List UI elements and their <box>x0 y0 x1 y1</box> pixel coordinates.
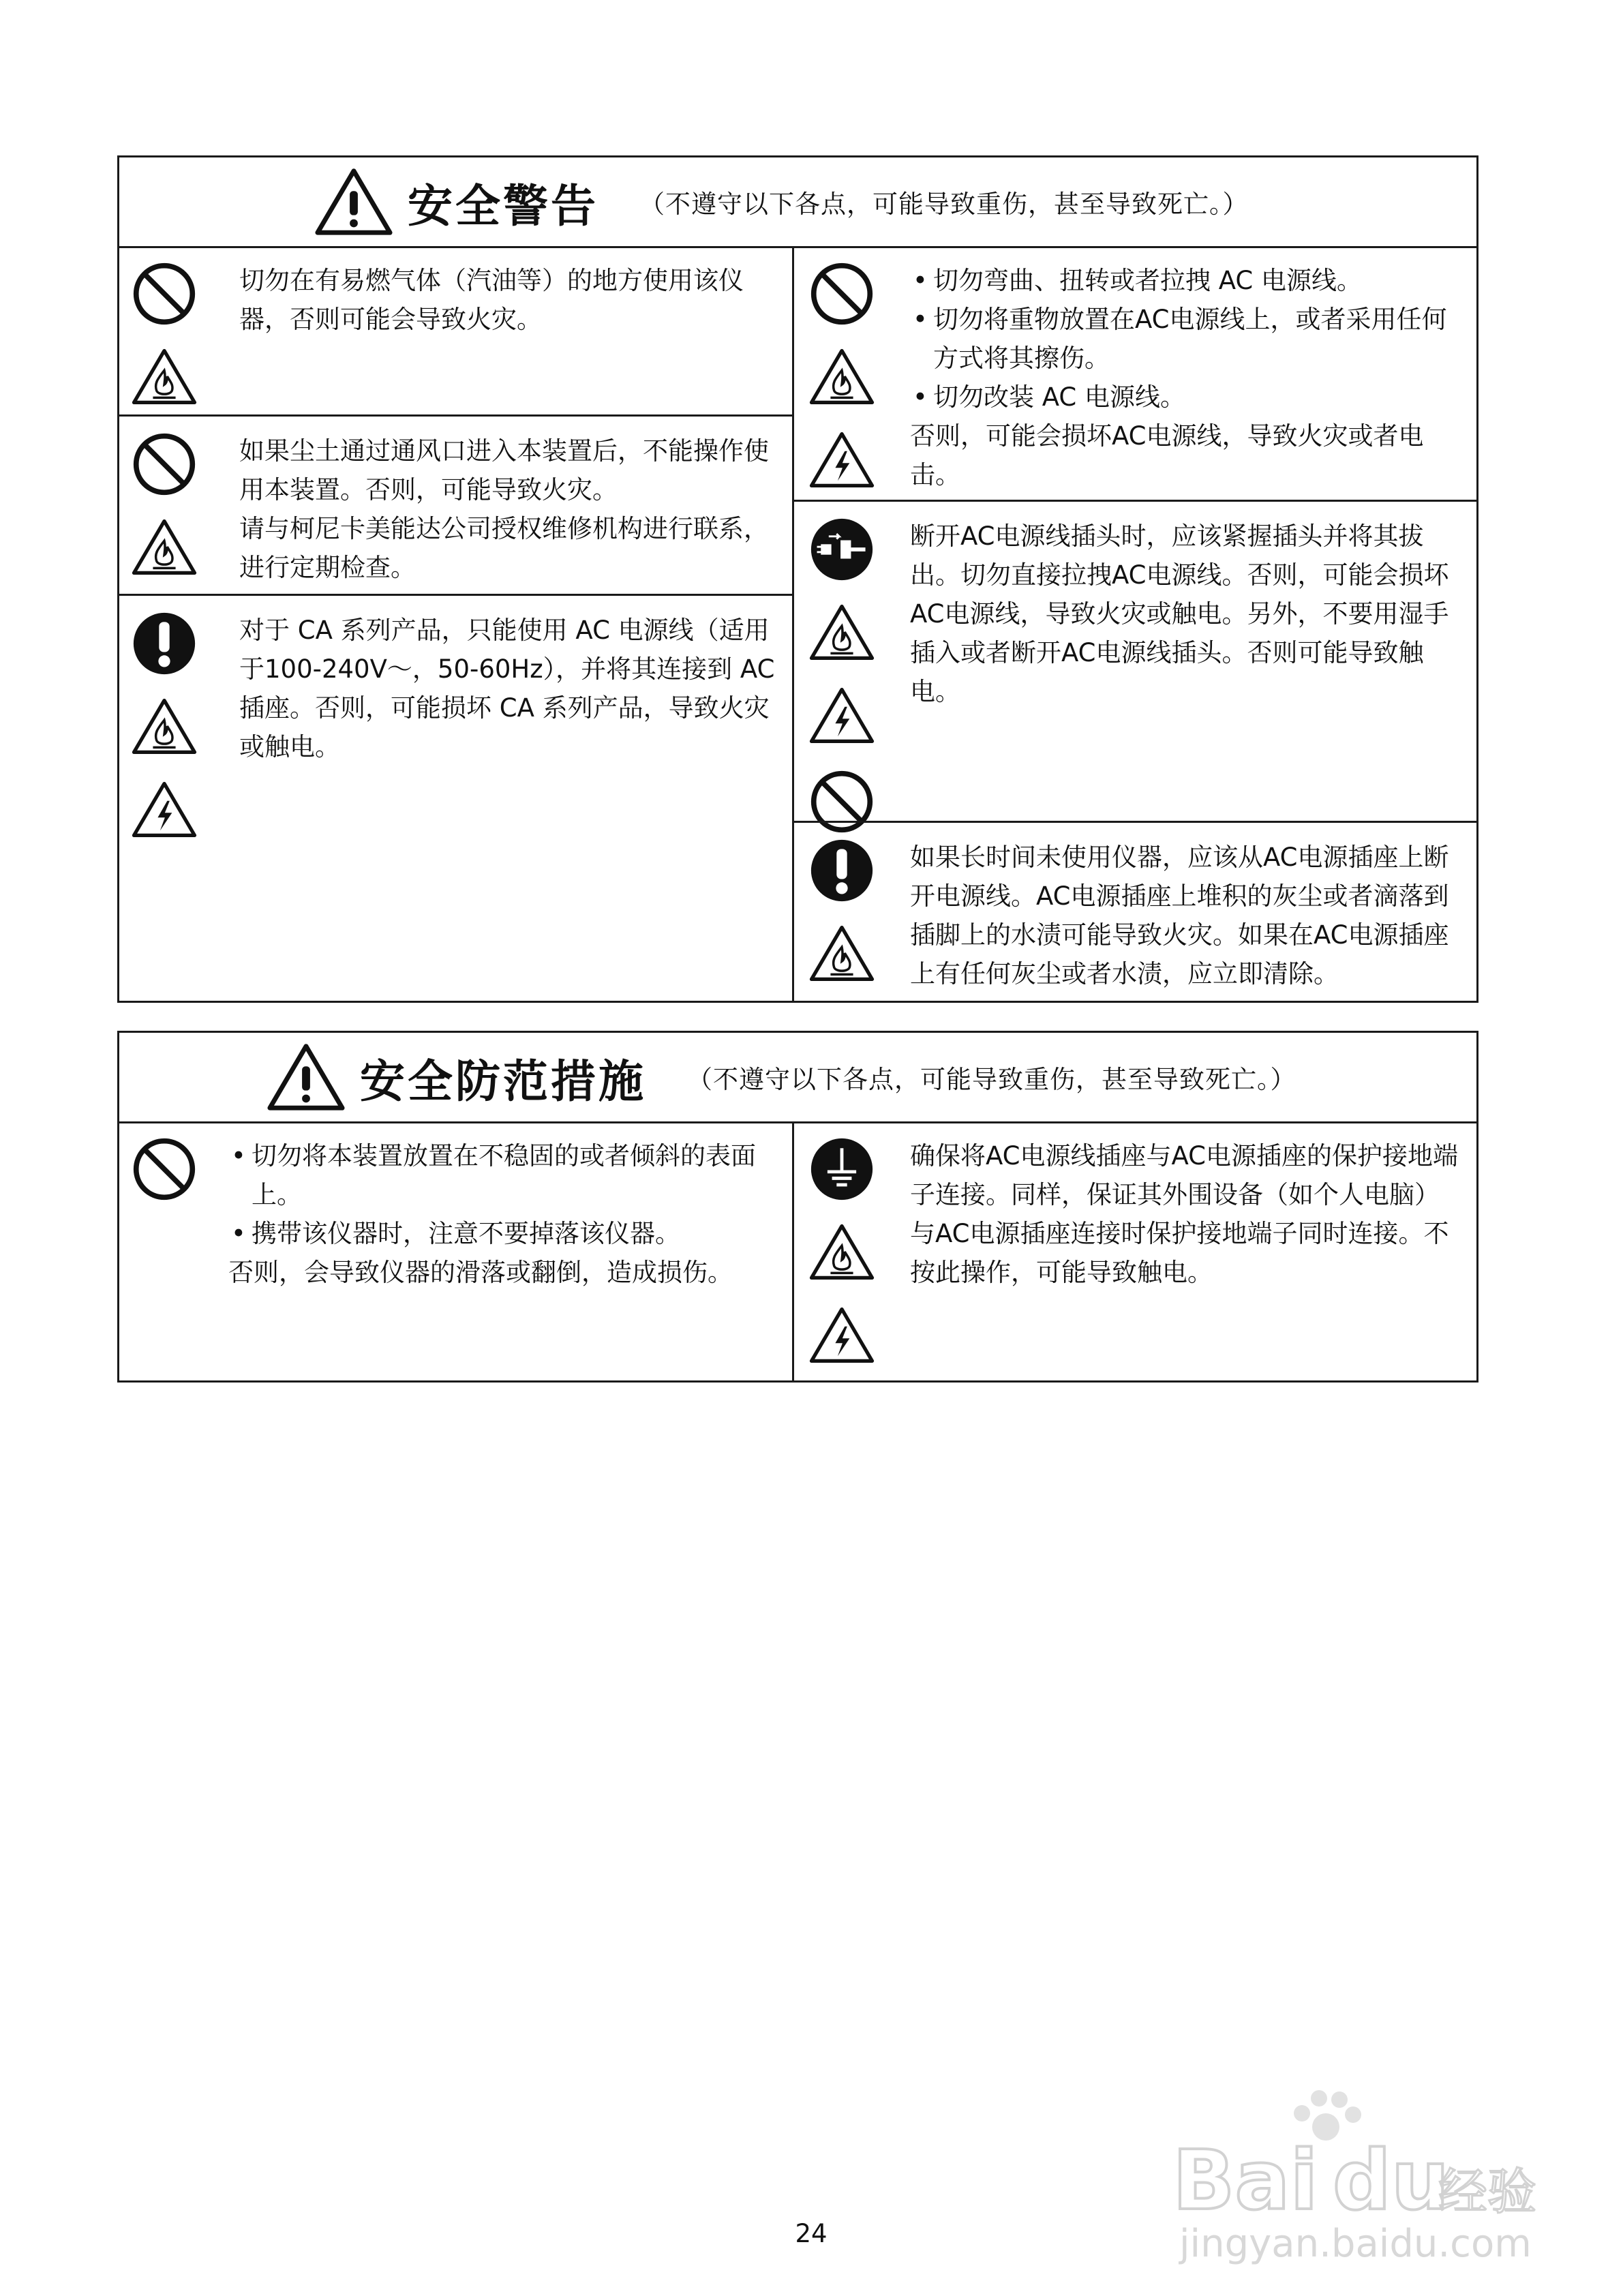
warning-item <box>119 596 792 1001</box>
electric-shock-warning-icon <box>809 430 875 489</box>
fire-warning-icon <box>809 924 875 982</box>
fire-warning-icon <box>809 603 875 661</box>
warning-item <box>119 246 792 414</box>
bullet-item: • 切勿将本装置放置在不稳固的或者倾斜的表面上。 <box>228 1136 776 1214</box>
warning-text <box>239 432 776 587</box>
precaution-text <box>228 1136 776 1292</box>
warning-item <box>119 417 792 594</box>
electric-shock-warning-icon <box>809 686 875 744</box>
electric-shock-warning-icon <box>132 780 197 839</box>
bullet-item: • 切勿弯曲、扭转或者拉拽 AC 电源线。 <box>910 261 1460 300</box>
precaution-title: 安全防范措施 <box>360 1055 646 1108</box>
warning-text <box>910 261 1460 494</box>
bullet-item: • 切勿将重物放置在AC电源线上，或者采用任何方式将其擦伤。 <box>910 300 1460 378</box>
warning-text: 如果长时间未使用仪器，应该从AC电源插座上断开电源线。AC电源插座上堆积的灰尘或者滴落到插脚上的水渍可能导致火灾。如果在AC电源插座上有任何灰尘或者水渍，应立即清除。 <box>910 843 1449 988</box>
warning-title: 安全警告 <box>408 179 598 232</box>
warning-note: （不遵守以下各点，可能导致重伤，甚至导致死亡。） <box>639 190 1249 219</box>
fire-warning-icon <box>132 347 197 406</box>
warning-item <box>794 246 1476 500</box>
warning-text: 断开AC电源线插头时，应该紧握插头并将其拔出。切勿直接拉拽AC电源线。否则，可能会损坏AC电源线，导致火灾或触电。另外，不要用湿手插入或者断开AC电源线插头。否则可能导致触电。 <box>910 522 1449 706</box>
svg-text:Bai: Bai <box>1172 2134 1318 2229</box>
precaution-text: 确保将AC电源线插座与AC电源插座的保护接地端子连接。同样，保证其外围设备（如个人电脑）与AC电源插座连接时保护接地端子同时连接。不按此操作，可能导致触电。 <box>910 1141 1458 1287</box>
prohibition-icon <box>132 261 197 327</box>
fire-warning-icon <box>132 697 197 755</box>
warning-triangle-icon <box>314 166 394 237</box>
baidu-watermark-logo <box>1166 2072 1547 2277</box>
prohibition-icon <box>132 1136 197 1202</box>
warning-text: 切勿在有易燃气体（汽油等）的地方使用该仪器，否则可能会导致火灾。 <box>239 266 744 334</box>
warning-line: 否则，可能会损坏AC电源线，导致火灾或者电击。 <box>910 421 1424 489</box>
ground-connection-icon <box>809 1136 875 1202</box>
svg-text:jingyan.baidu.com: jingyan.baidu.com <box>1179 2222 1532 2266</box>
warning-text: 对于 CA 系列产品，只能使用 AC 电源线（适用于100-240V～，50-60Hz），并将其连接到 AC 插座。否则，可能损坏 CA 系列产品，导致火灾或触电。 <box>239 616 775 761</box>
prohibition-icon <box>809 261 875 327</box>
precaution-item <box>119 1121 792 1380</box>
warning-line: 请与柯尼卡美能达公司授权维修机构进行联系，进行定期检查。 <box>239 514 769 582</box>
fire-warning-icon <box>809 1222 875 1281</box>
svg-text:经验: 经验 <box>1438 2163 1537 2220</box>
safety-precaution-box <box>117 1031 1478 1383</box>
unplug-icon <box>809 517 875 582</box>
warning-header <box>119 157 1476 248</box>
safety-warning-box <box>117 155 1478 1003</box>
precaution-item <box>794 1121 1476 1380</box>
mandatory-action-icon <box>132 611 197 676</box>
warning-line: 如果尘土通过通风口进入本装置后，不能操作使用本装置。否则，可能导致火灾。 <box>239 436 769 504</box>
bullet-item: • 携带该仪器时，注意不要掉落该仪器。 <box>228 1214 776 1253</box>
prohibition-icon <box>132 432 197 497</box>
mandatory-action-icon <box>809 838 875 903</box>
svg-text:du: du <box>1333 2134 1450 2229</box>
warning-item <box>794 823 1476 1001</box>
warning-item <box>794 502 1476 821</box>
precaution-note: （不遵守以下各点，可能导致重伤，甚至导致死亡。） <box>687 1065 1296 1094</box>
bullet-item: • 切勿改装 AC 电源线。 <box>910 378 1460 417</box>
electric-shock-warning-icon <box>809 1305 875 1364</box>
page-number: 24 <box>795 2219 828 2248</box>
warning-triangle-icon <box>266 1042 346 1113</box>
fire-warning-icon <box>132 517 197 576</box>
precaution-line: 否则，会导致仪器的滑落或翻倒，造成损伤。 <box>228 1258 733 1287</box>
precaution-header <box>119 1033 1476 1123</box>
fire-warning-icon <box>809 347 875 406</box>
